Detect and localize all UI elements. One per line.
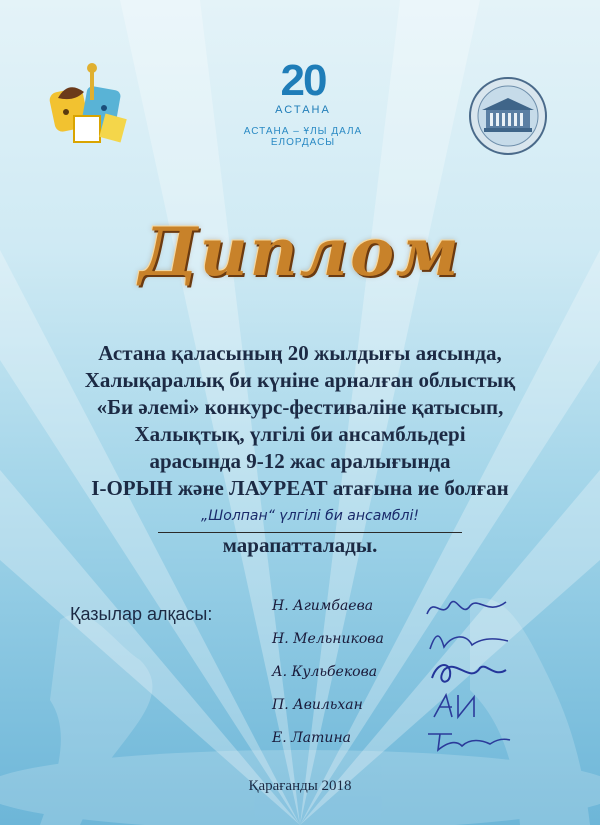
theatre-masks-logo <box>44 60 134 150</box>
astana-20-logo <box>228 56 378 160</box>
body-line-4: Халықтық, үлгілі би ансамбльдері <box>134 422 466 446</box>
signature <box>422 625 512 655</box>
jury-member <box>272 724 572 757</box>
jury-label: Қазылар алқасы: <box>70 604 213 624</box>
jury-member <box>272 658 572 691</box>
body-line-1: Астана қаласының 20 жылдығы аясында, <box>98 341 502 365</box>
signature <box>422 592 512 622</box>
jury-member-name: А. Кульбекова <box>272 664 378 680</box>
jury-member <box>272 592 572 625</box>
body-line-3: «Би әлемі» конкурс-фестиваліне қатысып, <box>96 395 504 419</box>
jury-member-name: П. Авильхан <box>272 697 363 713</box>
logo-city: АСТАНА <box>275 104 331 116</box>
logo-number: 20 <box>280 56 326 105</box>
jury-member <box>272 625 572 658</box>
logo-slogan: АСТАНА – ҰЛЫ ДАЛА ЕЛОРДАСЫ <box>243 126 363 148</box>
body-line-6: І-ОРЫН және ЛАУРЕАТ атағына ие болған <box>91 476 509 500</box>
jury-member-name: Е. Латина <box>272 730 352 746</box>
jury-member-name: Н. Мельникова <box>272 631 384 647</box>
diploma-body <box>40 340 560 502</box>
body-line-2: Халықаралық би күніне арналған облыстық <box>84 368 516 392</box>
jury-member <box>272 691 572 724</box>
palace-emblem-logo <box>468 76 548 156</box>
diploma-title: Диплом <box>139 213 461 291</box>
recipient-name: „Шолпан“ үлгілі би ансамблі! <box>158 508 462 533</box>
signature <box>422 691 512 721</box>
jury-list <box>272 592 572 757</box>
jury-member-name: Н. Агимбаева <box>272 598 374 614</box>
signature <box>422 658 512 688</box>
place-and-year: Қарағанды 2018 <box>248 778 352 794</box>
body-line-5: арасында 9-12 жас аралығында <box>149 449 451 473</box>
signature <box>422 724 512 754</box>
awarded-text: марапатталады. <box>222 533 378 557</box>
